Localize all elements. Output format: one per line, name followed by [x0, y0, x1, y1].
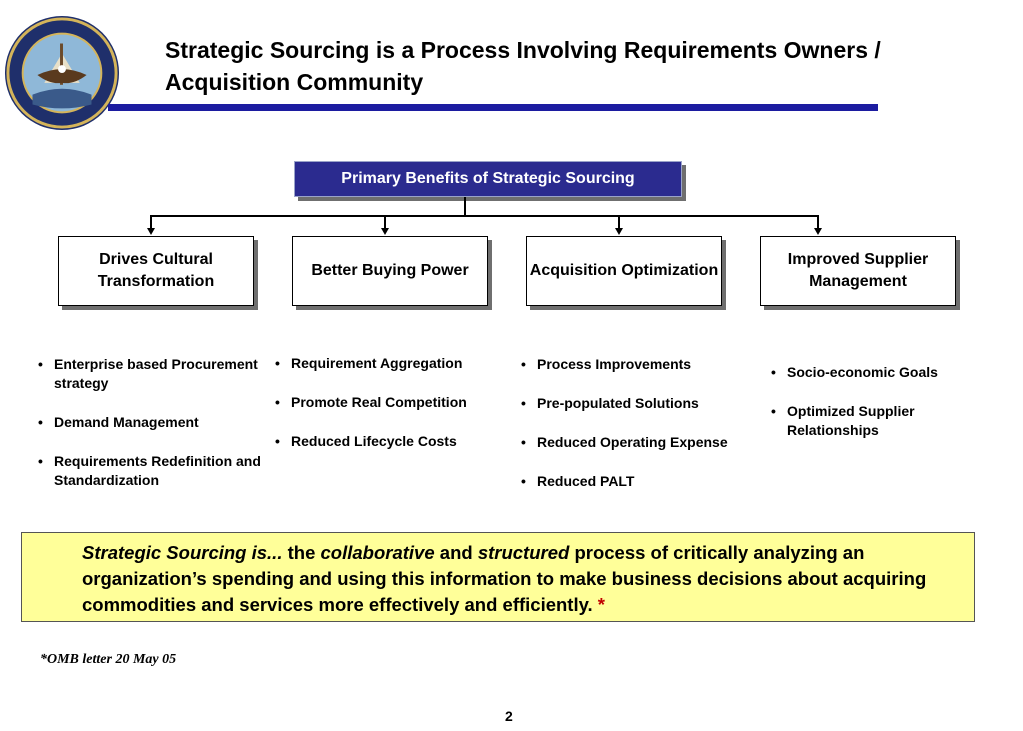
bullet-list-supplier [769, 363, 969, 460]
primary-benefits-box: Primary Benefits of Strategic Sourcing [294, 161, 682, 197]
bullet-list-buying-power [273, 354, 509, 471]
slide-title: Strategic Sourcing is a Process Involving Requirements Owners / Acquisition Community [165, 37, 881, 95]
bullet-item: • Reduced Lifecycle Costs [273, 432, 509, 451]
footnote: *OMB letter 20 May 05 [40, 652, 177, 667]
bullet-item: • Reduced PALT [519, 472, 769, 491]
bullet-item: • Reduced Operating Expense [519, 433, 769, 452]
arrow-head-1 [147, 228, 155, 235]
connector-horizontal [150, 215, 819, 217]
connector-drop-3 [618, 215, 620, 229]
connector-trunk [464, 197, 466, 216]
definition-text: process of critically analyzing an organization’s spending and using this information to make business decisions about acquiring commodities and services more effectively and efficiently. [82, 542, 927, 615]
bullet-list-acquisition [519, 355, 769, 511]
bullet-item: • Enterprise based Procurement strategy [36, 355, 268, 393]
bullet-item: • Requirements Redefinition and Standardization [36, 452, 268, 490]
bullet-item: • Demand Management [36, 413, 268, 432]
bullet-item: • Requirement Aggregation [273, 354, 509, 373]
definition-box [21, 532, 975, 622]
definition-word: and [439, 542, 473, 563]
category-box-buying-power: Better Buying Power [292, 236, 488, 306]
bullet-item: • Pre-populated Solutions [519, 394, 769, 413]
page-number: 2 [505, 708, 513, 724]
footnote-marker: * [597, 594, 605, 615]
title-rule [108, 104, 878, 111]
arrow-head-4 [814, 228, 822, 235]
navy-seal-icon [3, 14, 121, 132]
category-box-supplier: Improved Supplier Management [760, 236, 956, 306]
bullet-item: • Promote Real Competition [273, 393, 509, 412]
definition-word: the [287, 542, 316, 563]
bullet-item: • Process Improvements [519, 355, 769, 374]
connector-drop-2 [384, 215, 386, 229]
bullet-item: • Socio-economic Goals [769, 363, 969, 382]
arrow-head-3 [615, 228, 623, 235]
definition-word: structured [477, 542, 570, 563]
definition-lead: Strategic Sourcing is... [82, 542, 283, 563]
connector-drop-1 [150, 215, 152, 229]
bullet-list-cultural [36, 355, 268, 510]
category-box-cultural: Drives Cultural Transformation [58, 236, 254, 306]
definition-word: collaborative [320, 542, 435, 563]
bullet-item: • Optimized Supplier Relationships [769, 402, 969, 440]
arrow-head-2 [381, 228, 389, 235]
category-box-acquisition: Acquisition Optimization [526, 236, 722, 306]
connector-drop-4 [817, 215, 819, 229]
